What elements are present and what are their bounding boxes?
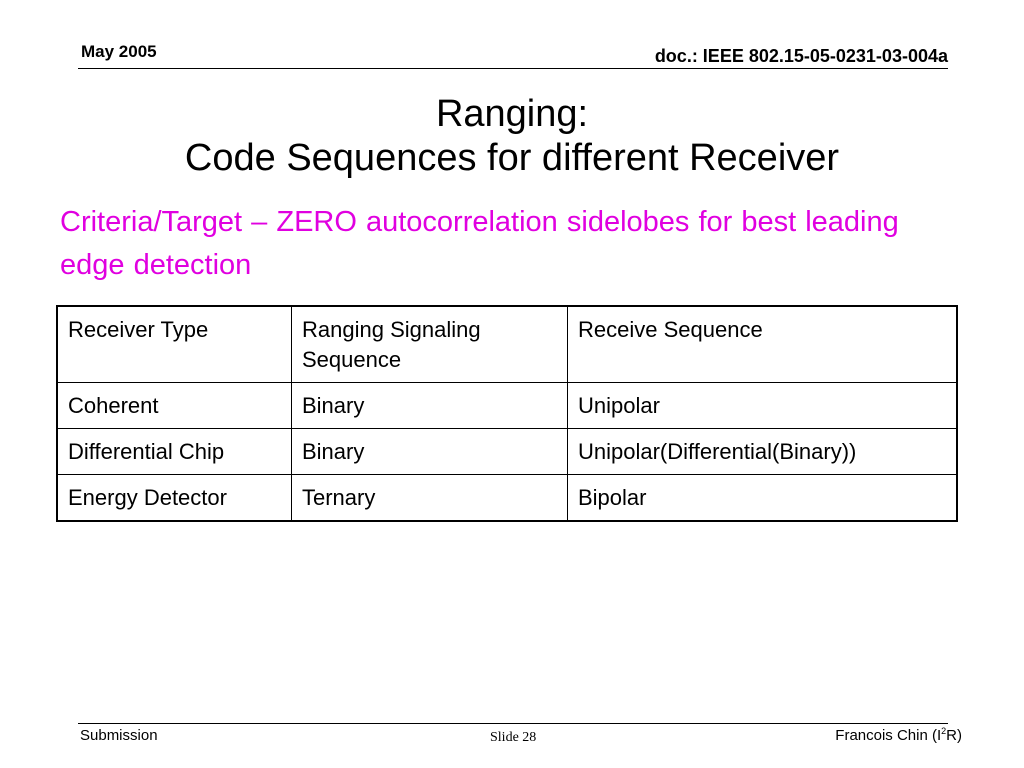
table-row <box>57 383 957 429</box>
table-cell: Unipolar(Differential(Binary)) <box>568 429 958 475</box>
slide-title-line2: Code Sequences for different Receiver <box>184 137 840 179</box>
table-header-cell: Receiver Type <box>57 306 292 383</box>
ranging-table <box>56 305 958 522</box>
table-cell: Ternary <box>292 475 568 522</box>
footer-divider <box>78 723 948 724</box>
footer-author-sup: 2 <box>941 726 947 736</box>
footer-author-prefix: Francois Chin (I <box>835 727 942 744</box>
table-cell: Unipolar <box>568 383 958 429</box>
header-date: May 2005 <box>81 42 157 61</box>
header-divider <box>78 68 948 69</box>
footer-author <box>835 727 962 744</box>
header-doc-id: doc.: IEEE 802.15-05-0231-03-004a <box>654 46 948 66</box>
table-cell: Binary <box>292 429 568 475</box>
footer-author-suffix: R) <box>946 727 962 744</box>
table-cell: Energy Detector <box>57 475 292 522</box>
table-header-cell: Ranging Signaling Sequence <box>292 306 568 383</box>
criteria-subtitle: Criteria/Target – ZERO autocorrelation sidelobes for best leading edge detection <box>60 206 899 281</box>
table-cell: Bipolar <box>568 475 958 522</box>
table-cell: Differential Chip <box>57 429 292 475</box>
footer-slide-number: Slide 28 <box>490 730 537 745</box>
table-cell: Binary <box>292 383 568 429</box>
footer-submission: Submission <box>80 727 158 744</box>
slide-title <box>0 92 1024 180</box>
table-header-row <box>57 306 957 383</box>
table-cell: Coherent <box>57 383 292 429</box>
table-row <box>57 429 957 475</box>
table-row <box>57 475 957 522</box>
table-header-cell: Receive Sequence <box>568 306 958 383</box>
slide-title-line1: Ranging: <box>435 93 589 135</box>
